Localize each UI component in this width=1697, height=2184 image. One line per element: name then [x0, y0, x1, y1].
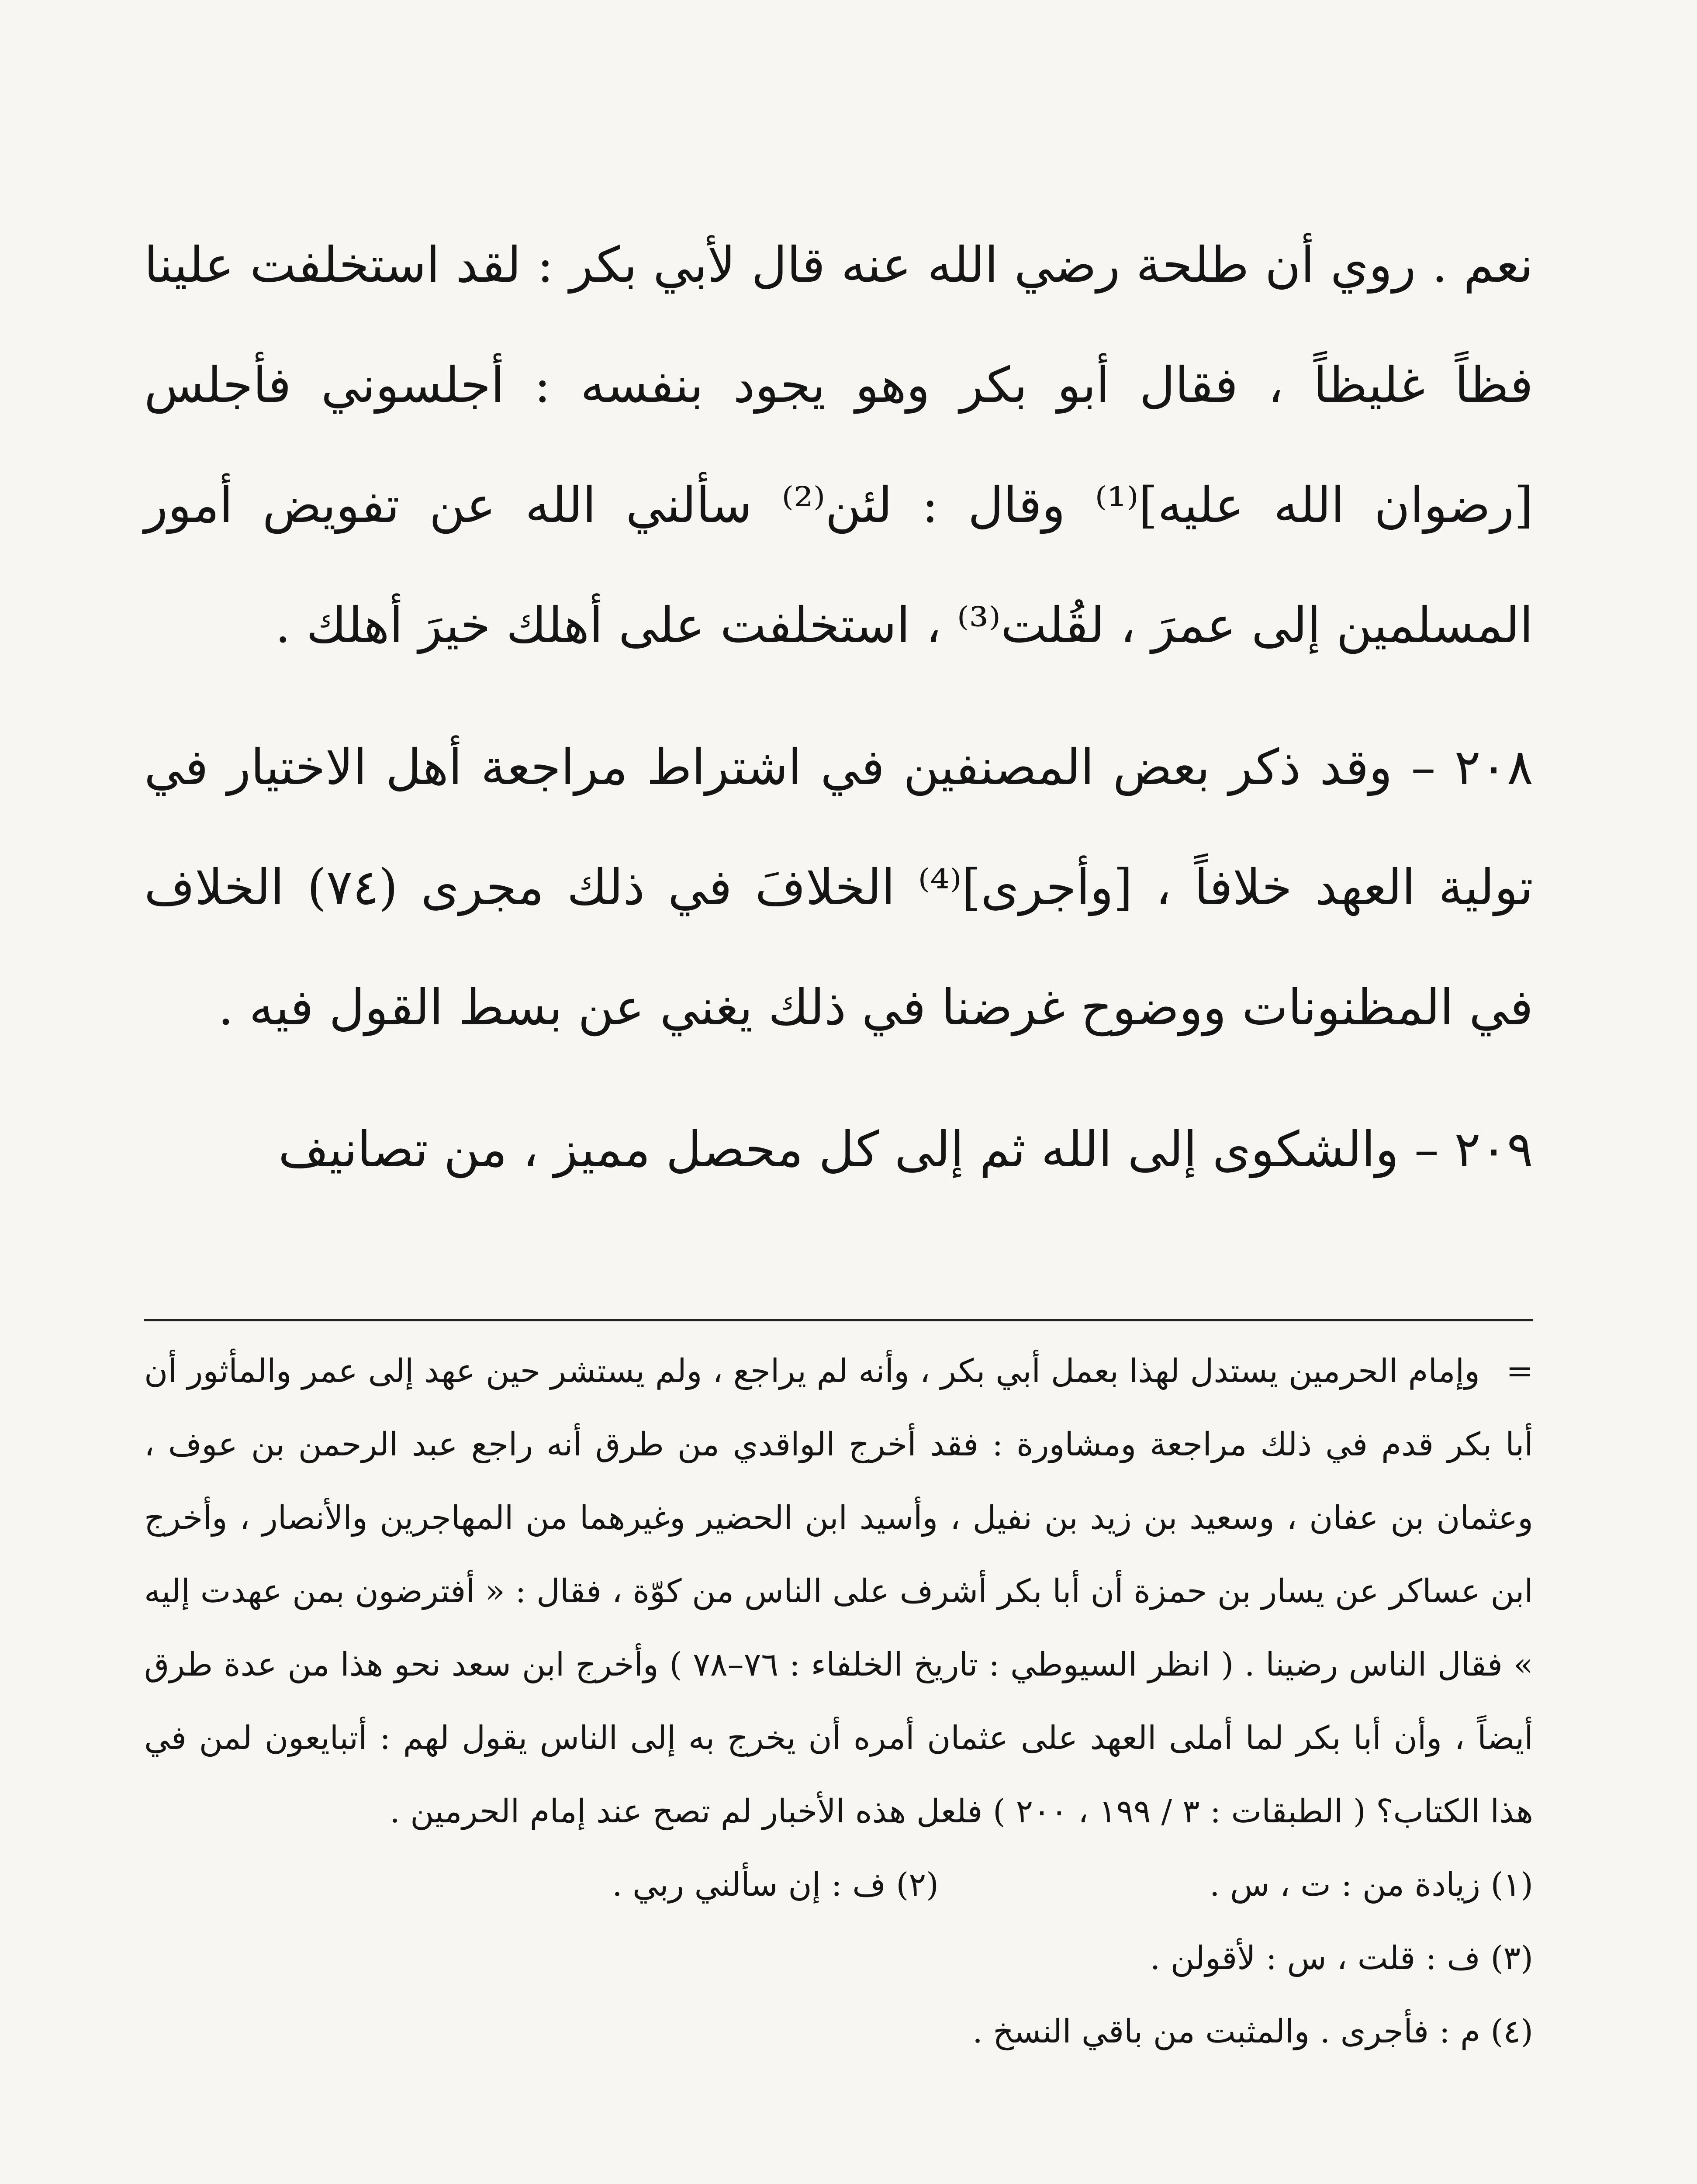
- footnote-4: (٤) م : فأجرى . والمثبت من باقي النسخ .: [972, 2013, 1533, 2050]
- paragraph-continuation: نعم . روي أن طلحة رضي الله عنه قال لأبي بكر : لقد استخلفت علينا فظاً غليظاً ، فقال أبو بكر وهو يجود بنفسه : أجلسوني فأجلس [رضوان الله عليه]⁽¹⁾ وقال : لئن⁽²⁾ سألني الله عن تفويض أمور المسلمين إلى عمرَ ، لقُلت⁽³⁾ ، استخلفت على أهلك خيرَ أهلك .: [144, 237, 1534, 654]
- footnotes: [144, 1334, 1533, 2068]
- footnote-continuation: [144, 1334, 1533, 1848]
- footnote-3: (٣) ف : قلت ، س : لأقولن .: [1150, 1939, 1533, 1977]
- footnote-row: [144, 1848, 1533, 1921]
- footnote-2: (٢) ف : إن سألني ربي .: [612, 1866, 939, 1904]
- continuation-mark: =: [1506, 1352, 1533, 1390]
- paragraph-209: ٢٠٩ – والشكوى إلى الله ثم إلى كل محصل مميز ، من تصانيف: [278, 1121, 1533, 1178]
- paragraph-208: ٢٠٨ – وقد ذكر بعض المصنفين في اشتراط مراجعة أهل الاختيار في تولية العهد خلافاً ، [وأجرى]⁽⁴⁾ الخلافَ في ذلك مجرى (٧٤) الخلاف في المظنونات ووضوح غرضنا في ذلك يغني عن بسط القول فيه .: [144, 739, 1534, 1036]
- footnote-continuation-text: وإمام الحرمين يستدل لهذا بعمل أبي بكر ، وأنه لم يراجع ، ولم يستشر حين عهد إلى عمر والمأثور أن أبا بكر قدم في ذلك مراجعة ومشاورة : فقد أخرج الواقدي من طرق أنه راجع عبد الرحمن بن عوف ، وعثمان بن عفان ، وسعيد بن زيد بن نفيل ، وأسيد ابن الحضير وغيرهما من المهاجرين والأنصار ، وأخرج ابن عساكر عن يسار بن حمزة أن أبا بكر أشرف على الناس من كوّة ، فقال : « أفترضون بمن عهدت إليه » فقال الناس رضينا . ( انظر السيوطي : تاريخ الخلفاء : ٧٦–٧٨ ) وأخرج ابن سعد نحو هذا من عدة طرق أيضاً ، وأن أبا بكر لما أملى العهد على عثمان أمره أن يخرج به إلى الناس يقول لهم : أتبايعون لمن في هذا الكتاب؟ ( الطبقات : ٣ / ١٩٩ ، ٢٠٠ ) فلعل هذه الأخبار لم تصح عند إمام الحرمين .: [144, 1352, 1533, 1830]
- main-text: [144, 205, 1533, 1210]
- footnote-separator: [144, 1319, 1533, 1321]
- footnote-1: (١) زيادة من : ت ، س .: [1209, 1866, 1533, 1904]
